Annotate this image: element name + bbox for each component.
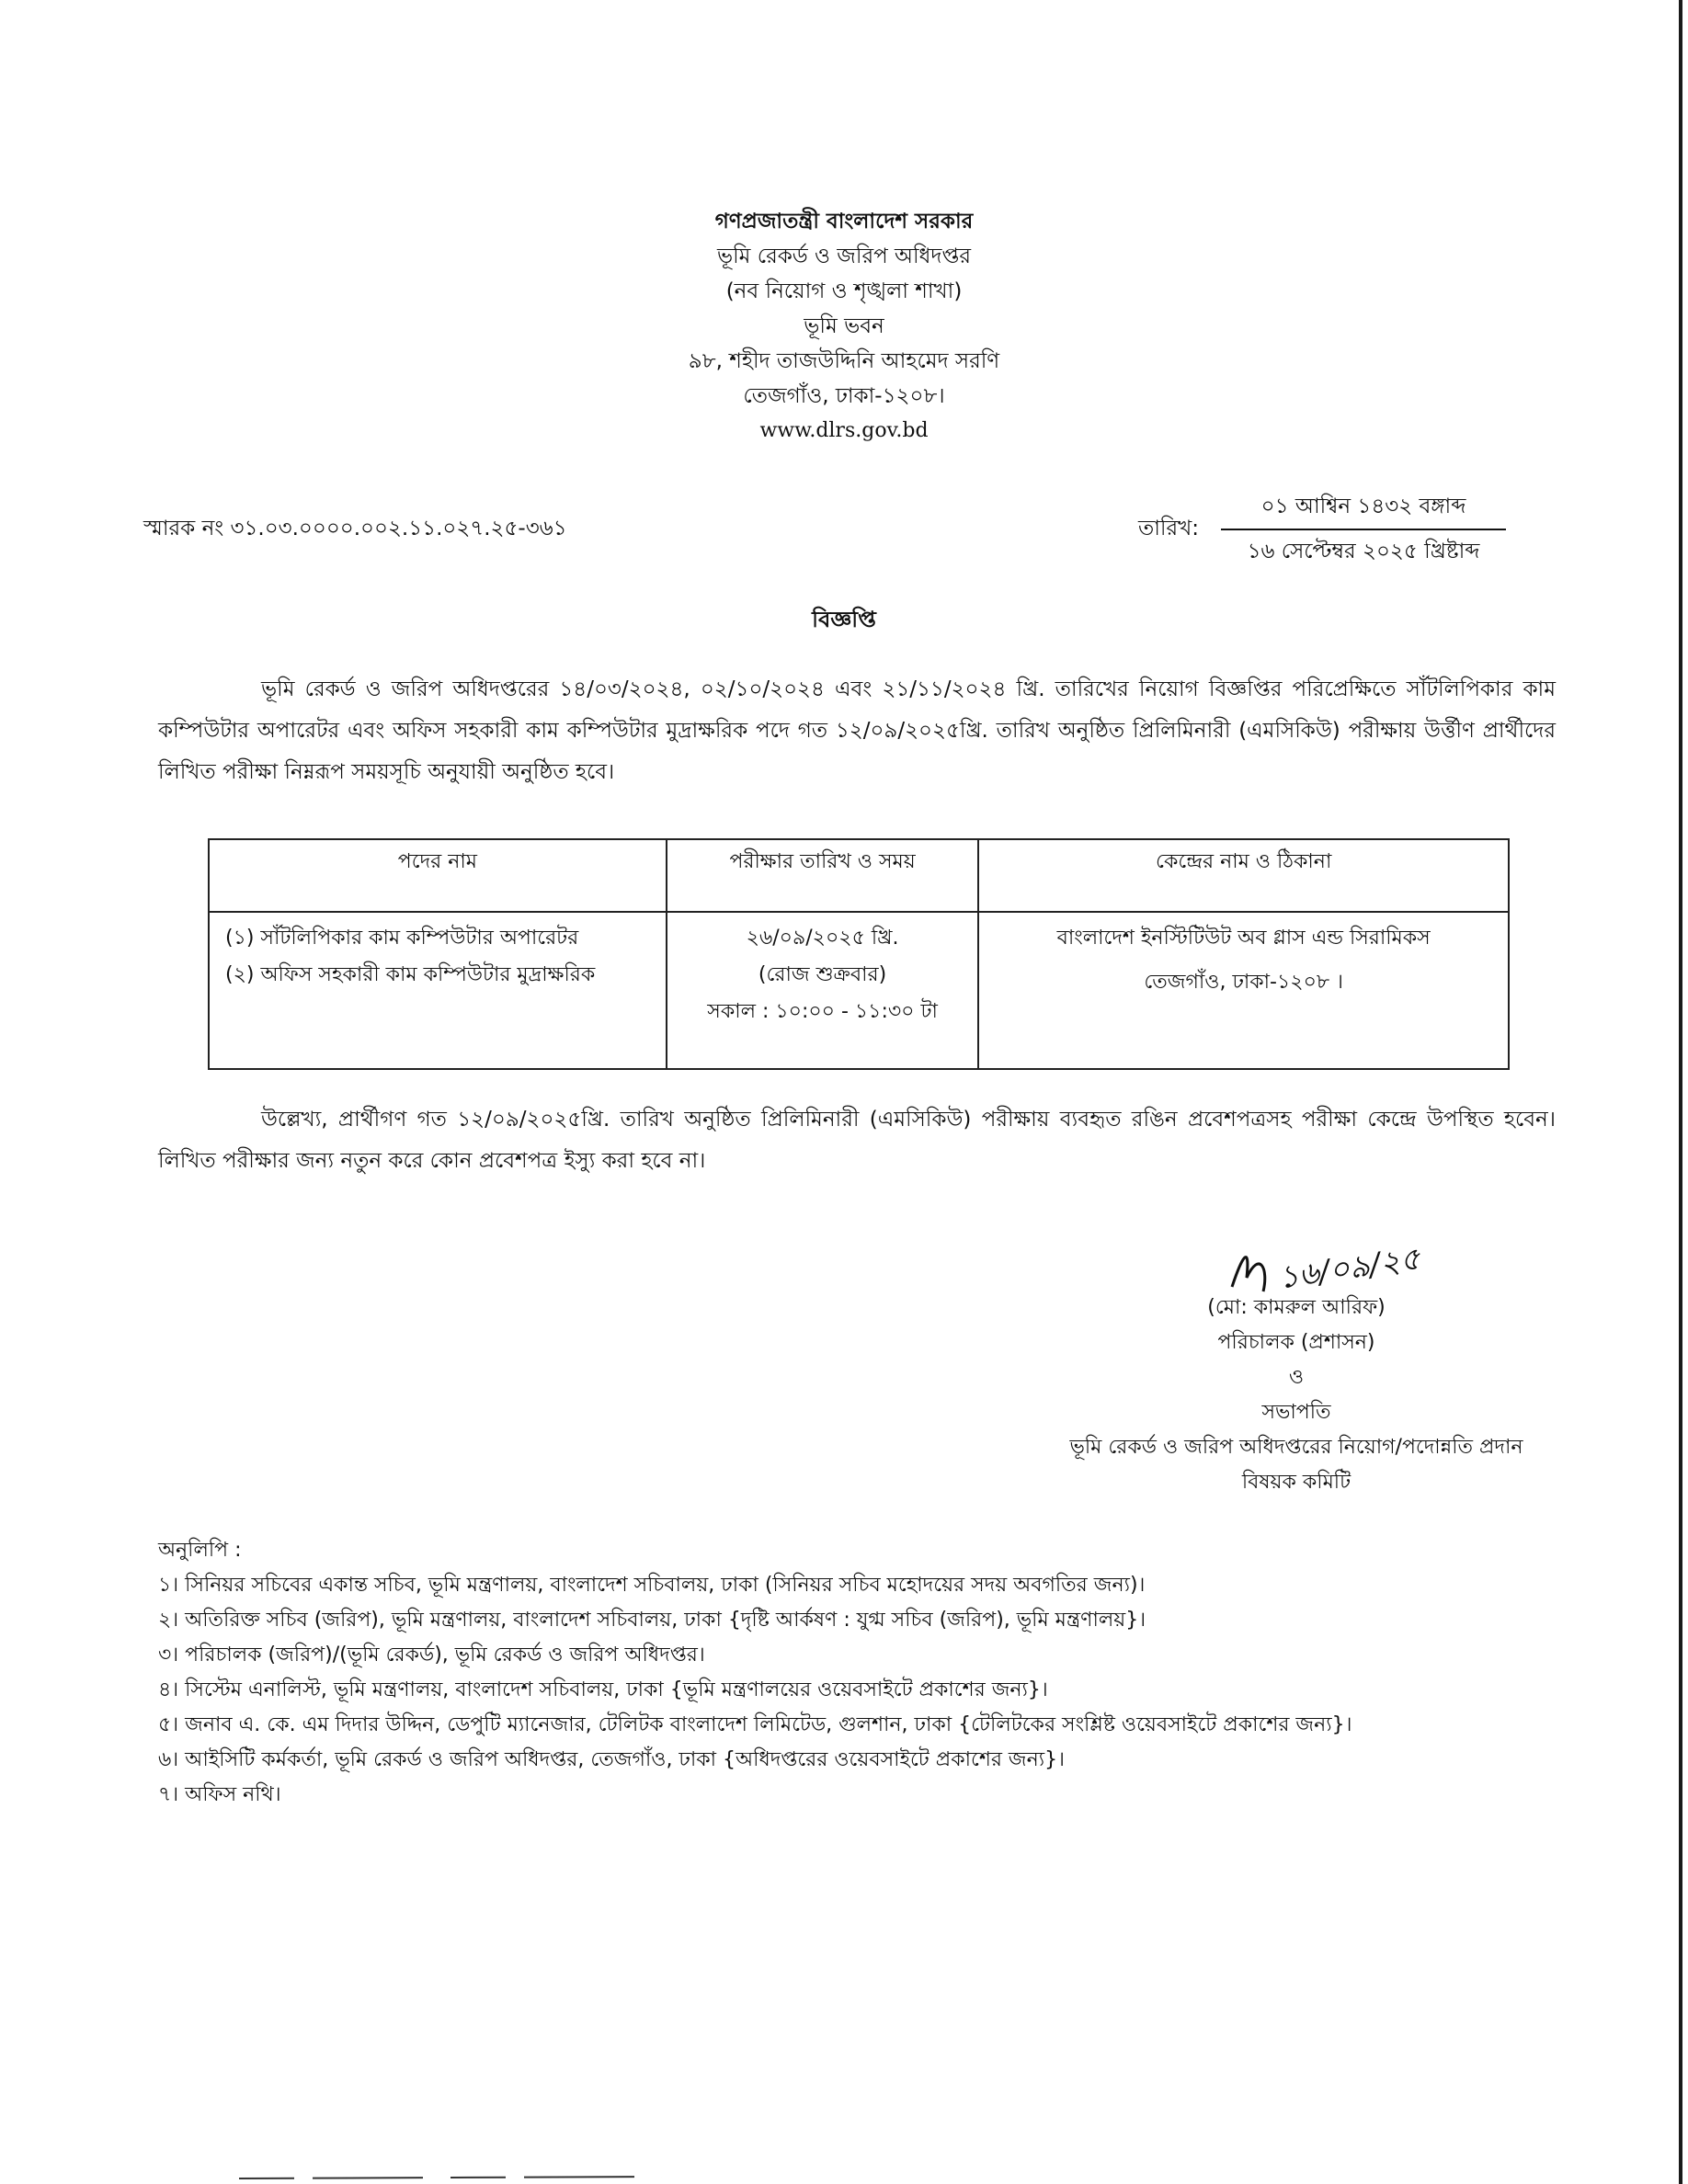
signature-date: ১৬/০৯/২৫ bbox=[1276, 1240, 1423, 1297]
letterhead bbox=[0, 204, 1688, 449]
table-row bbox=[209, 912, 1509, 1069]
list-item: ২। অতিরিক্ত সচিব (জরিপ), ভূমি মন্ত্রণালয়, বাংলাদেশ সচিবালয়, ঢাকা {দৃষ্টি আর্কষণ : যুগ্ম সচিব (জরিপ), ভূমি মন্ত্রণালয়}। bbox=[158, 1609, 1146, 1632]
department-name: ভূমি রেকর্ড ও জরিপ অধিদপ্তর bbox=[716, 245, 972, 268]
center-name: বাংলাদেশ ইনস্টিটিউট অব গ্লাস এন্ড সিরামিকস bbox=[1056, 927, 1431, 950]
date-block bbox=[1221, 489, 1506, 570]
exam-center-cell bbox=[978, 912, 1509, 1069]
branch-name: (নব নিয়োগ ও শৃঙ্খলা শাখা) bbox=[725, 279, 963, 303]
signatory-block bbox=[947, 1291, 1646, 1500]
website-link[interactable]: www.dlrs.gov.bd bbox=[759, 419, 929, 442]
date-label: তারিখ: bbox=[1138, 517, 1200, 540]
exam-schedule-table bbox=[208, 838, 1510, 1070]
signatory-name: (মো: কামরুল আরিফ) bbox=[1207, 1296, 1386, 1319]
post-item: (২) অফিস সহকারী কাম কম্পিউটার মুদ্রাক্ষরিক bbox=[225, 963, 596, 986]
city-address: তেজগাঁও, ঢাকা-১২০৮। bbox=[743, 384, 945, 408]
exam-date: ২৬/০৯/২০২৫ খ্রি. bbox=[746, 927, 899, 950]
exam-time: সকাল : ১০:০০ - ১১:৩০ টা bbox=[707, 1000, 938, 1023]
header-center: কেন্দ্রের নাম ও ঠিকানা bbox=[978, 839, 1509, 912]
signatory-role: সভাপতি bbox=[1261, 1401, 1331, 1424]
notice-paragraph-1: ভূমি রেকর্ড ও জরিপ অধিদপ্তরের ১৪/০৩/২০২৪, ০২/১০/২০২৪ এবং ২১/১১/২০২৪ খ্রি. তারিখের নিয়োগ বিজ্ঞপ্তির পরিপ্রেক্ষিতে সাঁটলিপিকার কাম কম্পিউটার অপারেটর এবং অফিস সহকারী কাম কম্পিউটার মুদ্রাক্ষরিক পদে গত ১২/০৯/২০২৫খ্রি. তারিখ অনুষ্ঠিত প্রিলিমিনারী (এমসিকিউ) পরীক্ষায় উর্ত্তীণ প্রার্থীদের লিখিত পরীক্ষা নিম্নরূপ সময়সূচি অনুযায়ী অনুষ্ঠিত হবে। bbox=[158, 677, 1556, 784]
exam-day: (রোজ শুক্রবার) bbox=[758, 963, 887, 986]
signatory-designation: পরিচালক (প্রশাসন) bbox=[1217, 1331, 1375, 1354]
committee-line-2: বিষয়ক কমিটি bbox=[1241, 1471, 1352, 1494]
header-exam-date: পরীক্ষার তারিখ ও সময় bbox=[667, 839, 979, 912]
header-post-name: পদের নাম bbox=[209, 839, 667, 912]
committee-line-1: ভূমি রেকর্ড ও জরিপ অধিদপ্তরের নিয়োগ/পদোন্নতি প্রদান bbox=[1069, 1436, 1523, 1459]
notice-paragraph-2: উল্লেখ্য, প্রার্থীগণ গত ১২/০৯/২০২৫খ্রি. তারিখ অনুষ্ঠিত প্রিলিমিনারী (এমসিকিউ) পরীক্ষায় ব্যবহৃত রঙিন প্রবেশপত্রসহ পরীক্ষা কেন্দ্রে উপস্থিত হবেন। লিখিত পরীক্ষার জন্য নতুন করে কোন প্রবেশপত্র ইস্যু করা হবে না। bbox=[158, 1108, 1556, 1173]
list-item: ৩। পরিচালক (জরিপ)/(ভূমি রেকর্ড), ভূমি রেকর্ড ও জরিপ অধিদপ্তর। bbox=[158, 1644, 705, 1666]
date-bangla: ০১ আশ্বিন ১৪৩২ বঙ্গাব্দ bbox=[1221, 489, 1506, 530]
street-address: ৯৮, শহীদ তাজউদ্দিনি আহমেদ সরণি bbox=[688, 349, 1000, 373]
list-item: ১। সিনিয়র সচিবের একান্ত সচিব, ভূমি মন্ত্রণালয়, বাংলাদেশ সচিবালয়, ঢাকা (সিনিয়র সচিব মহোদয়ের সদয় অবগতির জন্য)। bbox=[158, 1574, 1146, 1597]
bottom-scan-artifact bbox=[239, 2169, 662, 2182]
list-item: ৫। জনাব এ. কে. এম দিদার উদ্দিন, ডেপুটি ম্যানেজার, টেলিটক বাংলাদেশ লিমিটেড, গুলশান, ঢাকা {টেলিটকের সংশ্লিষ্ট ওয়েবসাইটে প্রকাশের জন্য}। bbox=[158, 1713, 1352, 1736]
exam-datetime-cell bbox=[667, 912, 979, 1069]
post-item: (১) সাঁটলিপিকার কাম কম্পিউটার অপারেটর bbox=[225, 927, 579, 950]
memo-number: স্মারক নং ৩১.০৩.০০০০.০০২.১১.০২৭.২৫-৩৬১ bbox=[143, 517, 567, 540]
list-item: ৬। আইসিটি কর্মকর্তা, ভূমি রেকর্ড ও জরিপ অধিদপ্তর, তেজগাঁও, ঢাকা {অধিদপ্তরের ওয়েবসাইটে প্রকাশের জন্য}। bbox=[158, 1748, 1065, 1771]
list-item: ৭। অফিস নথি। bbox=[158, 1783, 281, 1806]
date-english: ১৬ সেপ্টেম্বর ২০২৫ খ্রিষ্টাব্দ bbox=[1247, 540, 1480, 563]
copies-list bbox=[158, 1568, 1352, 1813]
post-names-cell bbox=[209, 912, 667, 1069]
center-address: তেজগাঁও, ঢাকা-১২০৮ । bbox=[1144, 971, 1344, 994]
table-header-row bbox=[209, 839, 1509, 912]
copies-section bbox=[158, 1533, 1352, 1813]
building-name: ভূমি ভবন bbox=[804, 314, 884, 338]
signatory-conjunction: ও bbox=[1288, 1366, 1305, 1389]
list-item: ৪। সিস্টেম এনালিস্ট, ভূমি মন্ত্রণালয়, বাংলাদেশ সচিবালয়, ঢাকা {ভূমি মন্ত্রণালয়ের ওয়েবসাইটে প্রকাশের জন্য}। bbox=[158, 1678, 1048, 1701]
notice-title: বিজ্ঞপ্তি bbox=[812, 607, 876, 632]
government-name: গণপ্রজাতন্ত্রী বাংলাদেশ সরকার bbox=[714, 210, 974, 233]
copies-heading: অনুলিপি : bbox=[158, 1539, 242, 1562]
